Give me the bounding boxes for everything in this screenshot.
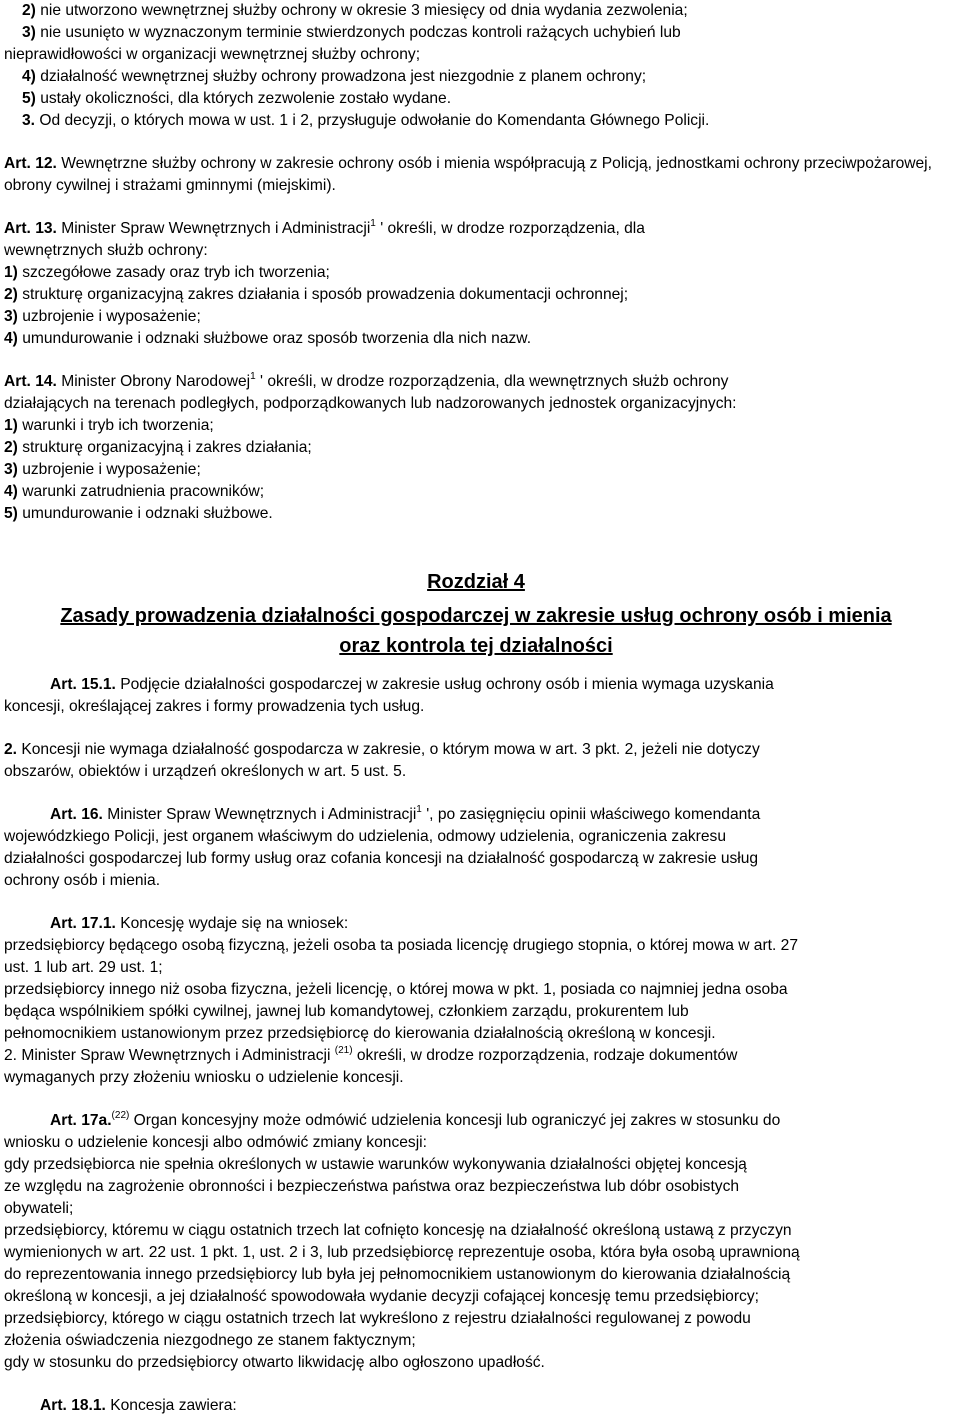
art16-label: Art. 16. xyxy=(50,806,103,823)
article-17a xyxy=(4,1110,948,1374)
art17-line: pełnomocnikiem ustanowionym przez przedsiębiorcę do kierowania działalnością określoną w koncesji. xyxy=(4,1025,716,1042)
article-18 xyxy=(4,1395,948,1417)
art14-label: Art. 14. xyxy=(4,373,57,390)
article-16 xyxy=(4,804,948,892)
art15-para2-line1: 2. Koncesji nie wymaga działalność gospodarcza w zakresie, o którym mowa w art. 3 pkt. 2, jeżeli nie dotyczy xyxy=(4,741,760,758)
chapter-number: Rozdział 4 xyxy=(427,571,525,593)
art11-item: 4) działalność wewnętrznej służby ochrony prowadzona jest niezgodnie z planem ochrony; xyxy=(22,68,647,85)
footnote-ref: 1 xyxy=(250,371,256,382)
art14-item: 4) warunki zatrudnienia pracowników; xyxy=(4,483,265,500)
footnote-ref: 1 xyxy=(370,218,376,229)
art13-item: 4) umundurowanie i odznaki służbowe oraz sposób tworzenia dla nich nazw. xyxy=(4,330,532,347)
art14-item: 1) warunki i tryb ich tworzenia; xyxy=(4,417,214,434)
art17-para2-line1: 2. Minister Spraw Wewnętrznych i Administracji $^{(21)}$ określi, w drodze rozporządzenia, rodzaje dokumentów xyxy=(4,1045,738,1064)
art17a-line: wniosku o udzielenie koncesji albo odmówić zmiany koncesji: xyxy=(4,1134,427,1151)
art11-item-cont: nieprawidłowości w organizacji wewnętrznej służby ochrony; xyxy=(4,46,421,63)
article-17 xyxy=(4,913,948,1089)
art11-para-3: 3. Od decyzji, o których mowa w ust. 1 i 2, przysługuje odwołanie do Komendanta Głównego Policji. xyxy=(22,112,710,129)
art11-item: 3) nie usunięto w wyznaczonym terminie stwierdzonych podczas kontroli rażących uchybień lub xyxy=(22,24,681,41)
art17a-line: wymienionych w art. 22 ust. 1 pkt. 1, ust. 2 i 3, lub przedsiębiorcę reprezentuje osoba, która była osobą uprawnioną xyxy=(4,1244,800,1261)
art13-item: 1) szczegółowe zasady oraz tryb ich tworzenia; xyxy=(4,264,330,281)
art16-line: działalności gospodarczej lub formy usług oraz cofania koncesji na działalność gospodarczą w zakresie usług xyxy=(4,850,759,867)
art11-tail xyxy=(4,0,948,132)
art17a-line: określoną w koncesji, a jej działalność spowodowała wydanie decyzji cofającej koncesję temu przedsiębiorcy; xyxy=(4,1288,759,1305)
art17a-line: przedsiębiorcy, którego w ciągu ostatnich trzech lat wykreślono z rejestru działalności regulowanej z powodu xyxy=(4,1310,751,1327)
art17-line1: Art. 17.1. Koncesję wydaje się na wniosek: xyxy=(50,915,349,932)
chapter-heading xyxy=(4,567,948,661)
art17a-line: przedsiębiorcy, któremu w ciągu ostatnich trzech lat cofnięto koncesję na działalność określoną ustawą z przyczyn xyxy=(4,1222,792,1239)
art18-label: Art. 18.1. xyxy=(40,1397,106,1414)
art17a-line: do reprezentowania innego przedsiębiorcy lub była jej pełnomocnikiem ustanowionym do kierowania działalnością xyxy=(4,1266,791,1283)
art17a-line: obywateli; xyxy=(4,1200,74,1217)
art17-line: przedsiębiorcy innego niż osoba fizyczna, jeżeli licencję, o której mowa w pkt. 1, posiada co najmniej jedna osoba xyxy=(4,981,788,998)
art13-line2: wewnętrznych służb ochrony: xyxy=(4,242,208,259)
art12-label: Art. 12. xyxy=(4,155,57,172)
art15-label: Art. 15.1. xyxy=(50,676,116,693)
art17-line: przedsiębiorcy będącego osobą fizyczną, jeżeli osoba ta posiada licencję drugiego stopnia, o której mowa w art. 27 xyxy=(4,937,799,954)
art15-line1: Art. 15.1. Podjęcie działalności gospodarczej w zakresie usług ochrony osób i mienia wymaga uzyskania xyxy=(50,676,774,693)
art15-para2-line2: obszarów, obiektów i urządzeń określonych w art. 5 ust. 5. xyxy=(4,763,407,780)
article-14 xyxy=(4,371,948,525)
art17a-line1: Art. 17a.$^{(22)}$ Organ koncesyjny może odmówić udzielenia koncesji lub ograniczyć jej zakres w stosunku do xyxy=(50,1110,781,1129)
art13-item: 3) uzbrojenie i wyposażenie; xyxy=(4,308,201,325)
art13-item: 2) strukturę organizacyjną zakres działania i sposób prowadzenia dokumentacji ochronnej; xyxy=(4,286,629,303)
art14-item: 5) umundurowanie i odznaki służbowe. xyxy=(4,505,273,522)
art11-item: 2) nie utworzono wewnętrznej służby ochrony w okresie 3 miesięcy od dnia wydania zezwolenia; xyxy=(22,2,688,19)
art17-label: Art. 17.1. xyxy=(50,915,116,932)
article-13 xyxy=(4,218,948,350)
art17a-line: gdy przedsiębiorca nie spełnia określonych w ustawie warunków wykonywania działalności objętej koncesją xyxy=(4,1156,747,1173)
art13-line1: Art. 13. Minister Spraw Wewnętrznych i Administracji$^1$ ' określi, w drodze rozporządzenia, dla xyxy=(4,218,645,237)
article-12 xyxy=(4,153,948,197)
art12-text: Art. 12. Wewnętrzne służby ochrony w zakresie ochrony osób i mienia współpracują z Policją, jednostkami ochrony przeciwpożarowej, obrony cywilnej i strażami gminnymi (miejskimi). xyxy=(4,155,932,194)
art11-item: 5) ustały okoliczności, dla których zezwolenie zostało wydane. xyxy=(22,90,452,107)
art14-item: 3) uzbrojenie i wyposażenie; xyxy=(4,461,201,478)
chapter-title-line2: oraz kontrola tej działalności xyxy=(339,635,613,657)
art16-line1: Art. 16. Minister Spraw Wewnętrznych i Administracji$^1$ ', po zasięgnięciu opinii właściwego komendanta xyxy=(50,804,761,823)
art17-line: będąca wspólnikiem spółki cywilnej, jawnej lub komandytowej, członkiem zarządu, prokurentem lub xyxy=(4,1003,689,1020)
art14-line1: Art. 14. Minister Obrony Narodowej$^1$ ' określi, w drodze rozporządzenia, dla wewnętrznych służb ochrony xyxy=(4,371,729,390)
art17-para2-line2: wymaganych przy złożeniu wniosku o udzielenie koncesji. xyxy=(4,1069,404,1086)
footnote-ref: 1 xyxy=(416,804,422,815)
art17a-line: ze względu na zagrożenie obronności i bezpieczeństwa państwa oraz bezpieczeństwa lub dóbr osobistych xyxy=(4,1178,740,1195)
footnote-ref: (22) xyxy=(111,1110,130,1121)
art17-line: ust. 1 lub art. 29 ust. 1; xyxy=(4,959,163,976)
art14-line2: działających na terenach podległych, podporządkowanych lub nadzorowanych jednostek organizacyjnych: xyxy=(4,395,737,412)
art13-label: Art. 13. xyxy=(4,220,57,237)
art15-line2: koncesji, określającej zakres i formy prowadzenia tych usług. xyxy=(4,698,425,715)
art17a-label: Art. 17a. xyxy=(50,1112,112,1129)
art18-line1: Art. 18.1. Koncesja zawiera: xyxy=(40,1397,237,1414)
chapter-title-line1: Zasady prowadzenia działalności gospodarczej w zakresie usług ochrony osób i mienia xyxy=(60,605,892,627)
art17a-line: gdy w stosunku do przedsiębiorcy otwarto likwidację albo ogłoszono upadłość. xyxy=(4,1354,545,1371)
article-15 xyxy=(4,674,948,783)
art16-line: wojewódzkiego Policji, jest organem właściwym do udzielenia, odmowy udzielenia, ograniczenia zakresu xyxy=(4,828,727,845)
art16-line: ochrony osób i mienia. xyxy=(4,872,161,889)
footnote-ref: (21) xyxy=(334,1045,353,1056)
art14-item: 2) strukturę organizacyjną i zakres działania; xyxy=(4,439,312,456)
art17a-line: złożenia oświadczenia niezgodnego ze stanem faktycznym; xyxy=(4,1332,416,1349)
